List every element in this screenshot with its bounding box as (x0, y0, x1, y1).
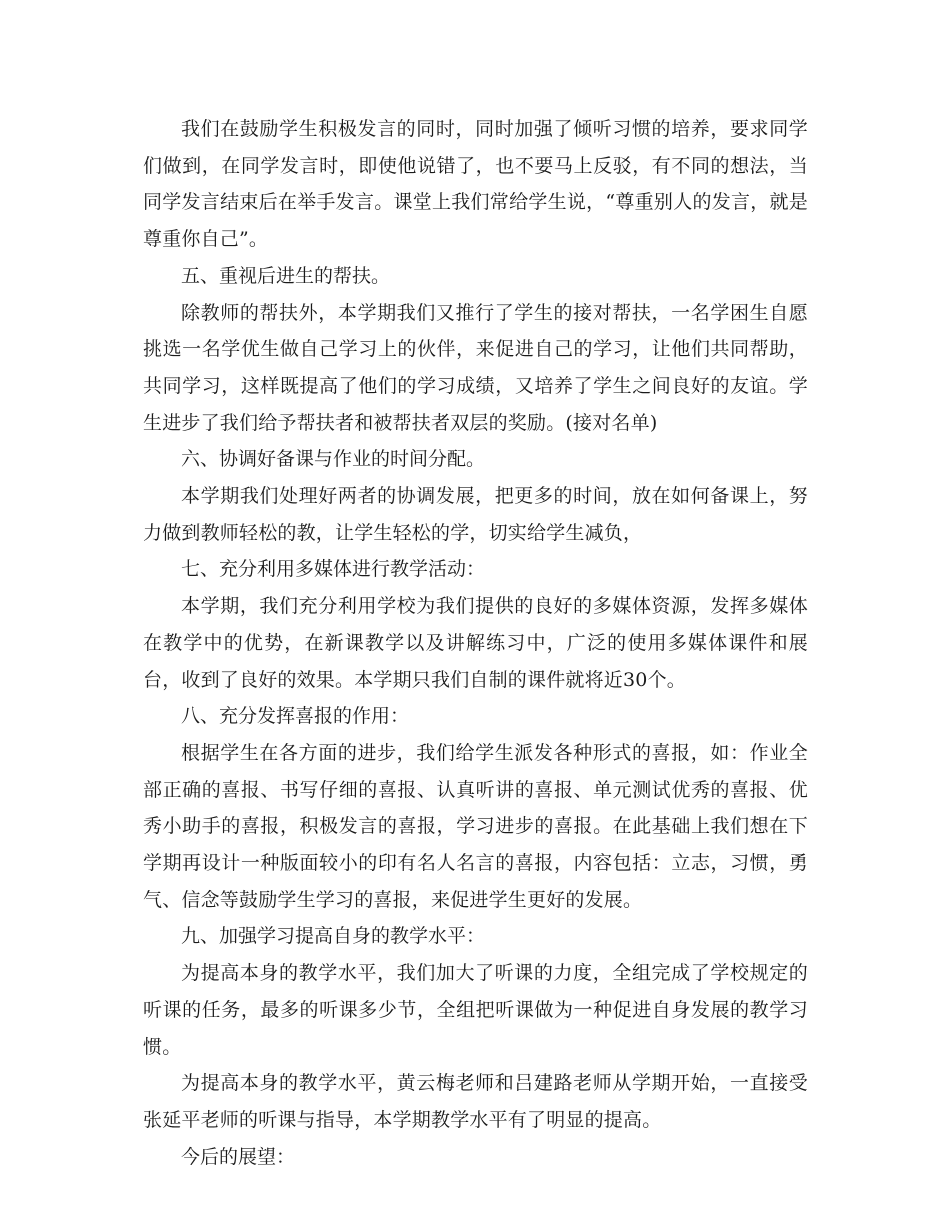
section-heading-9: 九、加强学习提高自身的教学水平： (181, 925, 486, 948)
document-body (143, 111, 808, 1175)
section-heading-7: 七、充分利用多媒体进行教学活动： (181, 558, 486, 581)
paragraph-teacher-guidance: 为提高本身的教学水平，黄云梅老师和吕建路老师从学期开始，一直接受张延平老师的听课与指导，本学期教学水平有了明显的提高。 (143, 1072, 808, 1131)
section-heading-5: 五、重视后进生的帮扶。 (181, 264, 391, 287)
paragraph-multimedia: 本学期，我们充分利用学校为我们提供的良好的多媒体资源，发挥多媒体在教学中的优势，在新课教学以及讲解练习中，广泛的使用多媒体课件和展台，收到了良好的效果。本学期只我们自制的课件就将近30个。 (143, 595, 808, 691)
section-heading-8: 八、充分发挥喜报的作用： (181, 705, 410, 728)
paragraph-lesson-observation: 为提高本身的教学水平，我们加大了听课的力度，全组完成了学校规定的听课的任务，最多的听课多少节，全组把听课做为一种促进自身发展的教学习惯。 (143, 962, 808, 1058)
paragraph-lesson-prep: 本学期我们处理好两者的协调发展，把更多的时间，放在如何备课上，努力做到教师轻松的教，让学生轻松的学，切实给学生减负， (143, 485, 808, 544)
section-heading-outlook: 今后的展望： (181, 1145, 296, 1168)
paragraph-peer-support: 除教师的帮扶外，本学期我们又推行了学生的接对帮扶，一名学困生自愿挑选一名学优生做自己学习上的伙伴，来促进自己的学习，让他们共同帮助，共同学习，这样既提高了他们的学习成绩，又培养了学生之间良好的友谊。学生进步了我们给予帮扶者和被帮扶者双层的奖励。(接对名单) (143, 301, 808, 434)
paragraph-listening-habits: 我们在鼓励学生积极发言的同时，同时加强了倾听习惯的培养，要求同学们做到，在同学发言时，即使他说错了，也不要马上反驳，有不同的想法，当同学发言结束后在举手发言。课堂上我们常给学生说，“尊重别人的发言，就是尊重你自己”。 (143, 118, 808, 251)
paragraph-good-news: 根据学生在各方面的进步，我们给学生派发各种形式的喜报，如：作业全部正确的喜报、书写仔细的喜报、认真听讲的喜报、单元测试优秀的喜报、优秀小助手的喜报，积极发言的喜报，学习进步的喜报。在此基础上我们想在下学期再设计一种版面较小的印有名人名言的喜报，内容包括：立志，习惯，勇气、信念等鼓励学生学习的喜报，来促进学生更好的发展。 (143, 741, 808, 911)
section-heading-6: 六、协调好备课与作业的时间分配。 (181, 448, 486, 471)
